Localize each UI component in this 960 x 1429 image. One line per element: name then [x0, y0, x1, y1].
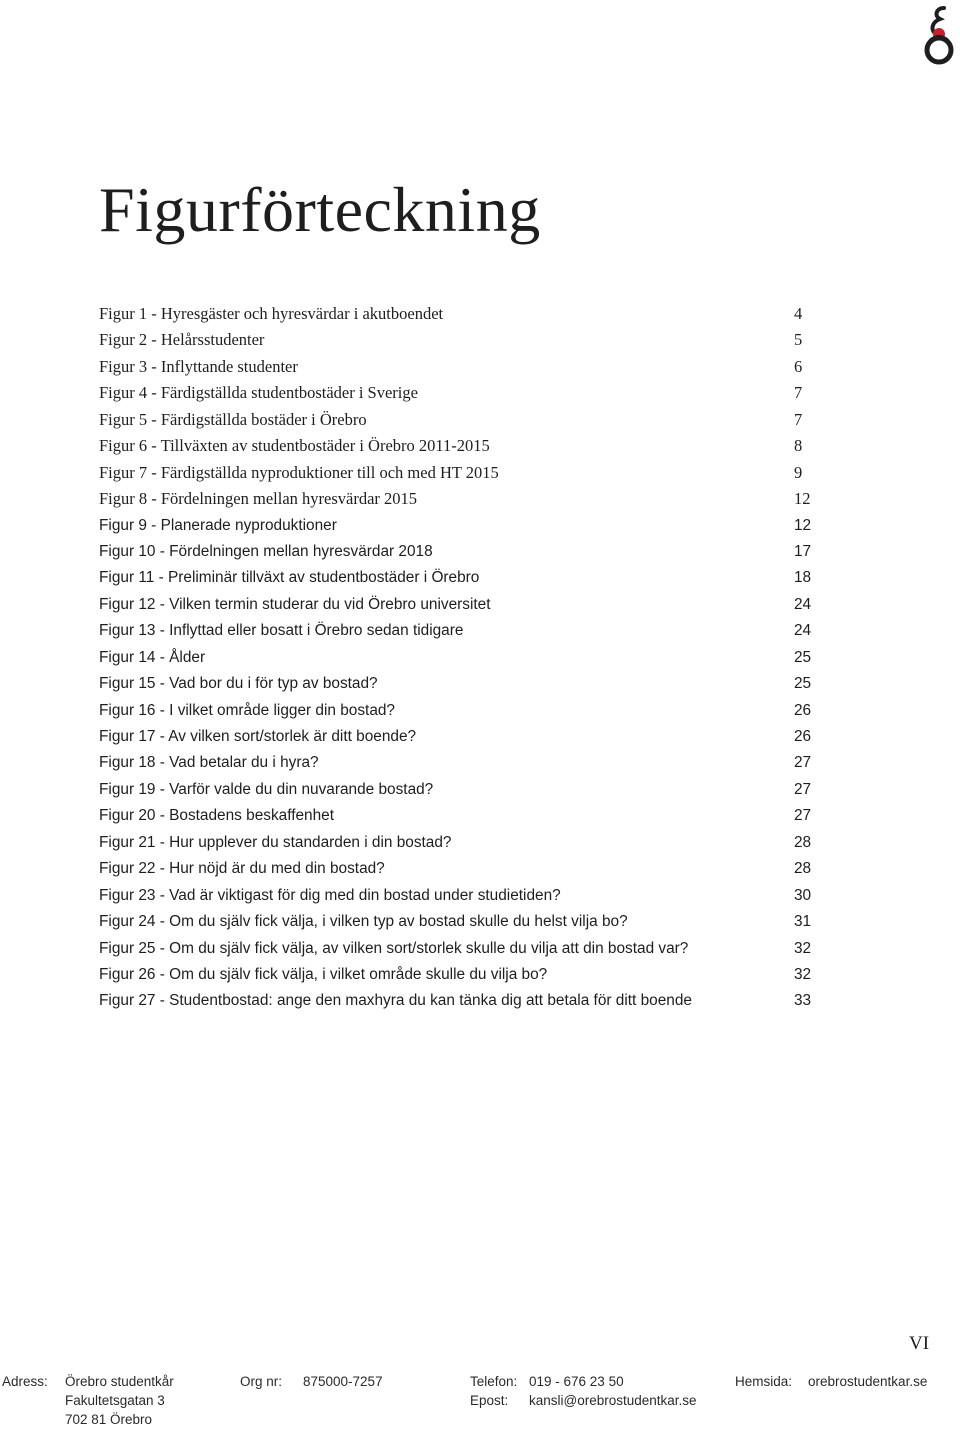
toc-entry-page: 33 — [794, 992, 812, 1010]
toc-entry — [99, 830, 819, 856]
toc-entry — [99, 565, 819, 591]
toc-entry-label: Figur 16 - I vilket område ligger din bostad? — [99, 701, 395, 719]
footer-email-label: Epost: — [470, 1393, 509, 1408]
toc-entry-page: 7 — [794, 409, 803, 429]
toc-entry-label: Figur 14 - Ålder — [99, 648, 206, 666]
toc-entry-label: Figur 7 - Färdigställda nyproduktioner till och med HT 2015 — [99, 462, 499, 482]
toc-entry-label: Figur 21 - Hur upplever du standarden i din bostad? — [99, 833, 452, 851]
page-title: Figurförteckning — [99, 174, 541, 245]
toc-entry-label: Figur 8 - Fördelningen mellan hyresvärdar 2015 — [99, 489, 418, 509]
toc-entry — [99, 513, 819, 539]
toc-entry-page: 7 — [794, 383, 803, 403]
toc-entry — [99, 618, 819, 644]
toc-entry — [99, 671, 819, 697]
toc-entry-label: Figur 23 - Vad är viktigast för dig med din bostad under studietiden? — [99, 886, 561, 904]
toc-entry-label: Figur 11 - Preliminär tillväxt av studentbostäder i Örebro — [99, 569, 480, 587]
footer-web-label: Hemsida: — [735, 1374, 793, 1389]
footer — [0, 1367, 960, 1427]
toc-entry-page: 9 — [794, 462, 803, 482]
toc-entry — [99, 724, 819, 750]
toc-entry-page: 32 — [794, 939, 812, 957]
toc-entry — [99, 988, 819, 1014]
toc-entry-page: 4 — [794, 304, 803, 323]
toc-entry-page: 27 — [794, 807, 812, 825]
toc-entry-label: Figur 22 - Hur nöjd är du med din bostad? — [99, 860, 385, 878]
toc-entry — [99, 380, 819, 406]
toc-entry — [99, 883, 819, 909]
toc-entry — [99, 856, 819, 882]
toc-entry — [99, 354, 819, 380]
toc-entry — [99, 803, 819, 829]
footer-address-line3: 702 81 Örebro — [65, 1412, 153, 1427]
toc-entry-label: Figur 27 - Studentbostad: ange den maxhyra du kan tänka dig att betala för ditt boende — [99, 992, 692, 1010]
toc-entry — [99, 962, 819, 988]
toc-entry-page: 28 — [794, 860, 812, 878]
toc-entry-label: Figur 18 - Vad betalar du i hyra? — [99, 754, 319, 772]
toc-entry-page: 12 — [794, 516, 812, 534]
toc-entry-page: 27 — [794, 780, 812, 798]
figure-list — [99, 301, 819, 1015]
toc-entry-page: 26 — [794, 701, 812, 719]
toc-entry-label: Figur 13 - Inflyttad eller bosatt i Örebro sedan tidigare — [99, 622, 464, 640]
toc-entry-page: 30 — [794, 886, 812, 904]
toc-entry — [99, 486, 819, 512]
footer-phone-label: Telefon: — [470, 1374, 518, 1389]
footer-address-line2: Fakultetsgatan 3 — [65, 1393, 165, 1408]
toc-entry — [99, 301, 819, 327]
toc-entry-page: 25 — [794, 648, 812, 666]
toc-entry-label: Figur 26 - Om du själv fick välja, i vilket område skulle du vilja bo? — [99, 965, 548, 983]
toc-entry — [99, 909, 819, 935]
footer-phone-value: 019 - 676 23 50 — [529, 1374, 624, 1389]
toc-entry-page: 32 — [794, 965, 812, 983]
toc-entry-label: Figur 19 - Varför valde du din nuvarande bostad? — [99, 780, 434, 798]
orebro-studentkar-logo — [922, 4, 956, 66]
footer-email-link[interactable]: kansli@orebrostudentkar.se — [529, 1393, 697, 1408]
toc-entry-page: 31 — [794, 913, 812, 931]
toc-entry-label: Figur 25 - Om du själv fick välja, av vilken sort/storlek skulle du vilja att din bostad var? — [99, 939, 689, 957]
toc-entry — [99, 407, 819, 433]
toc-entry-label: Figur 9 - Planerade nyproduktioner — [99, 516, 337, 534]
toc-entry-label: Figur 2 - Helårsstudenter — [99, 330, 265, 350]
toc-entry-label: Figur 24 - Om du själv fick välja, i vilken typ av bostad skulle du helst vilja bo? — [99, 913, 628, 931]
toc-entry-page: 8 — [794, 436, 803, 456]
toc-entry-page: 25 — [794, 675, 812, 693]
toc-entry — [99, 936, 819, 962]
toc-entry-page: 28 — [794, 833, 812, 851]
toc-entry-page: 24 — [794, 595, 812, 613]
toc-entry-page: 5 — [794, 330, 803, 350]
toc-entry-page: 18 — [794, 569, 812, 587]
toc-entry-label: Figur 4 - Färdigställda studentbostäder i Sverige — [99, 383, 418, 403]
toc-entry — [99, 777, 819, 803]
toc-entry-label: Figur 5 - Färdigställda bostäder i Örebro — [99, 409, 367, 429]
footer-org-value: 875000-7257 — [303, 1374, 383, 1389]
toc-entry-label: Figur 17 - Av vilken sort/storlek är ditt boende? — [99, 728, 417, 745]
toc-entry-label: Figur 15 - Vad bor du i för typ av bostad? — [99, 675, 378, 693]
toc-entry-page: 12 — [794, 489, 811, 509]
toc-entry-page: 26 — [794, 728, 812, 745]
toc-entry-label: Figur 1 - Hyresgäster och hyresvärdar i akutboendet — [99, 304, 444, 323]
toc-entry — [99, 592, 819, 618]
toc-entry — [99, 539, 819, 565]
toc-entry-page: 17 — [794, 542, 812, 560]
toc-entry-label: Figur 10 - Fördelningen mellan hyresvärdar 2018 — [99, 542, 433, 560]
toc-entry — [99, 327, 819, 353]
toc-entry — [99, 645, 819, 671]
toc-entry — [99, 460, 819, 486]
footer-org-label: Org nr: — [240, 1374, 283, 1389]
toc-entry-label: Figur 12 - Vilken termin studerar du vid Örebro universitet — [99, 595, 491, 613]
toc-entry — [99, 698, 819, 724]
toc-entry-label: Figur 3 - Inflyttande studenter — [99, 356, 298, 376]
toc-entry-label: Figur 20 - Bostadens beskaffenhet — [99, 807, 335, 825]
toc-entry-page: 6 — [794, 356, 803, 376]
toc-entry-label: Figur 6 - Tillväxten av studentbostäder i Örebro 2011-2015 — [99, 436, 490, 456]
toc-entry-page: 24 — [794, 622, 812, 640]
toc-entry-page: 27 — [794, 754, 812, 772]
toc-entry — [99, 750, 819, 776]
toc-entry — [99, 433, 819, 459]
footer-address-label: Adress: — [2, 1374, 48, 1389]
page-number: VI — [909, 1333, 930, 1354]
footer-address-line1: Örebro studentkår — [65, 1374, 174, 1389]
footer-web-link[interactable]: orebrostudentkar.se — [808, 1374, 928, 1389]
